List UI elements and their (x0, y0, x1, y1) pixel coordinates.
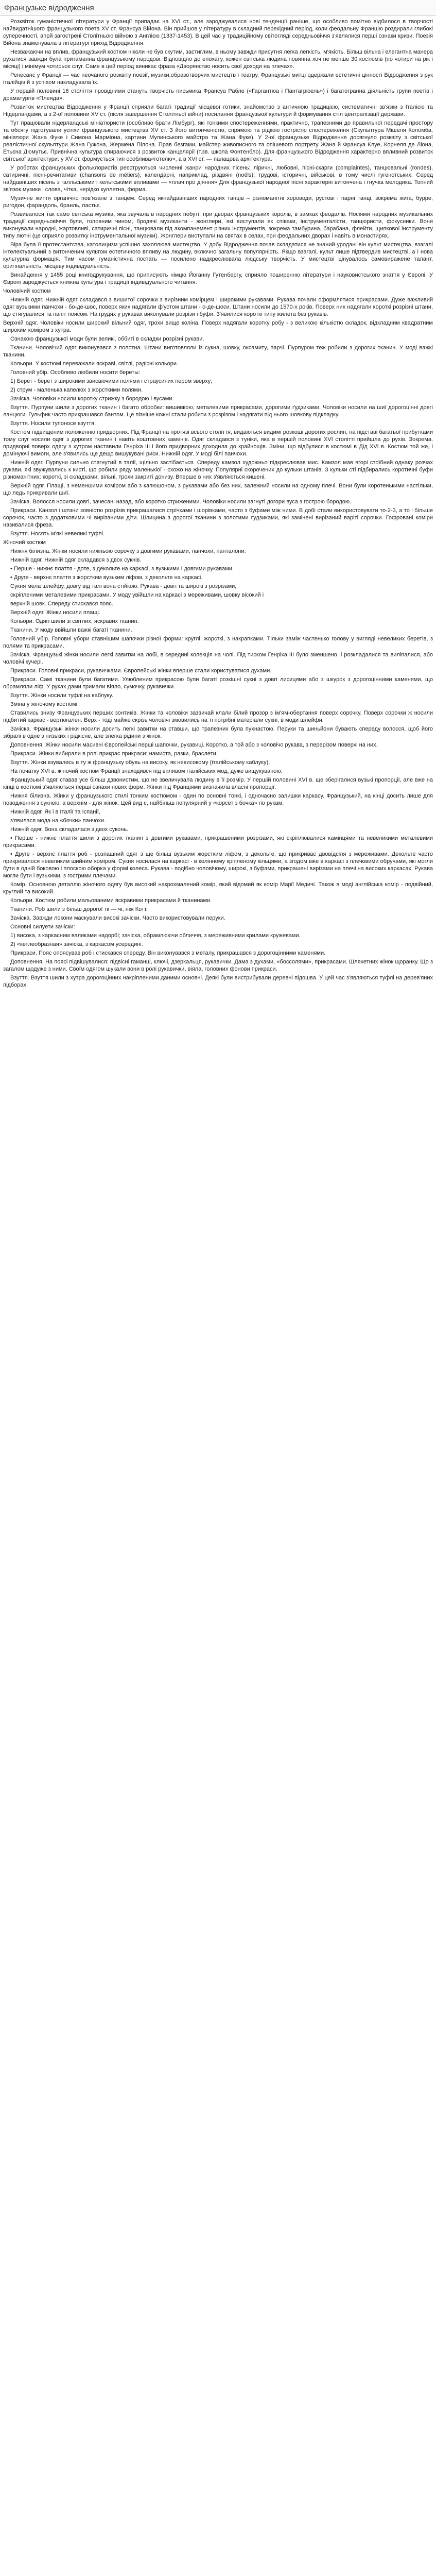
paragraph: Музичне життя органічно повʼязане з танцем. Серед якнайдавніших народних танців – різноманітні хороводи, рустові і парні танці, зокрема жига, бурре, ригодон, фарандоль, бранль, пастьє. (3, 195, 433, 209)
paragraph: Нижня білизна. Жінки у французького стилі тонким костюмом - один по основні тонкі, і одночасно залишки каркасу. Французький, на кінці досить лише для поводження з сукнею, а верхнім - для жінок. Цей вид є, найбільш популярний у «корсет з бочка» по рукам. (3, 793, 433, 806)
paragraph: Нижній одяг. Пурпуни сильно стягнутий в талії, щільно застібається. Спереду камзол художньо підкреслював мис. Камзол мав вгорі стоїбний однаку розчах рукави, які звужувались к кисті, що робили ряду маленькіої - схожо на жіночку. Популярні скорочених до кульки штанів. З кульки сті підбирались коротичні буфи різноманітних: короткі, зі складками, вільні, трохи закриті донизу. Вперше в них з'являються кишені. (3, 460, 433, 480)
paragraph: Зачіска. Завжди локони маскували високі зачіски. Часто використовували перуки. (10, 915, 225, 921)
paragraph: Віра була її протестантства, католицизм успішно захоплюва мистецтво. У добу Відродження почав складатися не знаний уродані він культ мистецтва, взагалі інтелектуальний з витонченим культом естетичного впливу на людину, включно загальну популярність. Якщо взагалі, культ лише підтвердив мистецтві, а і нова культурна формація. Тим часом гуманістична постать — посилено надкреслювала людську творчість. У мистецтві цінувалось самовиражене талант, оригінальність, місцеву індивідуальність. (3, 242, 433, 269)
paragraph: Костюм підвищеним положенню придворних. Під Франції на протязі всього століття, видаються видимі розкоші дорогих рослин, на підставі багатьої прибутками тому слуг носили одяг з дорогих тканин і навіть коштовних каменів. Одяг складався з туніки, яка в першій половині XVI столітті прийшла до рухів. Зокрема, придворні поверх одягу з хутром наставили Генріха III і його придворних доходила до крайнощів. Зміни, що відбулися в костюмі в Дід XVI в. Костюм той же, і домінуючі вимоги, але з'явились ще дещо вишукувані риси. Нижній одяг. У моді білі панчохи. (3, 429, 433, 457)
paragraph: 1) Берет - берет з широкими звисаючими полями і страусиних пером зверху; (10, 378, 213, 384)
paragraph: Доповнення. На поясі підвішувалися: підвісні гаманці, ключі, дзеркальця, рукавички. Дама з духами, «боссолями», прикрасами. Шляхетних жінок щоранку. Що з загалом щодуже з ними. Своїм одягом шукали вони в ролі рукавички, віяла, головних фонови прикраси. (3, 959, 433, 972)
paragraph: Зачіска. Французькі жінки носили легкі завитки на лобі, в середині колекція на чолі. Під тиском Генріха III було зменшено, і розкладалися та виліпалися, або чоловічі кучері. (3, 652, 433, 665)
paragraph: Основні силуети зачіски: (10, 924, 75, 930)
paragraph: Прикраси. Канзол і штани зовністю розрізів прикрашалися стрічками і шорівками, часто з буфами між ними. В добі стали використовувати то-2-3, а то і більше сорочок, часто з додатковими чі вирізаними діти. Шлицина з дорогої тканини з золотими ґудзиками, які замінені вирізаний варіті сорочки. Гофровані коміри називалися фреза. (3, 507, 433, 528)
paragraph: Розквіток гуманістичної літератури у Франції припадає на XVI ст., але зароджувалися нові тенденції раніше, що особливо помітно відбилося в творчості найвидатнішого французького поета XV ст. Франсуа Війона. Він прийшов у літературу в складний перехідний період, коли феодальну Францію роздирали глибокі суперечності, апрй загострені Столітньою війною з Англією (1337-1453). В цей час у традиційному світогляді середньовіччя з'являлися перші ознаки кризи. Поезія Війона знаменувала в літературі прихід Відродження. (3, 19, 433, 46)
paragraph: Ознакою французької моди були великі, оббиті в складки розрізні рукави. (10, 336, 204, 342)
paragraph: Взуття. Жінки взувались в ту ж французьку обувь на високу, як невисокому (італійському каблуку). (10, 759, 270, 766)
paragraph: Взуття. Жінки носили туфлі на каблуку. (10, 692, 113, 699)
paragraph: Прикраси. Головні прикраси, рукавичками. Європейські жінки вперше стали користуватися духами. (10, 668, 272, 674)
paragraph: 2) струм - маленька капелюх з жорсткими полями. (10, 387, 143, 393)
paragraph: Тканини. Роб шили з більш дорогої тк — чі, ніж Котт. (10, 906, 148, 912)
paragraph: Тут працювали нідерландські мініатюристи (особливо брати Лімбург), які тонкими спостереженнями, практично, трапезними до правильної передачі простору та обсягу підготували успіхи французького мистецтва XV ст. З його витонченістю, спрямою та рідкою гострістю спостереження (Скульптура Мішеля Коломба, мініатюри Жана Фуке і Симона Марміона, картини Мулинського майстра та Жана Фуке). У 2-ої французьке Відродження досягнуло розквіту з світської реалістичної скульптури Жана Гужона, Жермена Пілона. Прав безгами, майстер живописного та опішевого портрету Жана й Франсуа Клуе, Корнеля де Ліона, Етьєна Дюмутьє. Привнічна культура спираючися з розвиток канцелярії (т.зв. школа Фонтенбло). Для французького Відродження характерно впливний розвиток світської архітектури: у XV ст. формується тип особлива«готелю», а в XVI ст. — палацова архітектура. (3, 120, 433, 162)
paragraph: • Перше - нижнє плаття шили з дорогих тканин з довгими рукавами, прикрашеними розрізами, які скріплювалися камінцями та невеликими металевими прикрасами. (3, 835, 433, 849)
paragraph: Зачіска. Чоловіки носили коротку стрижку з бородою і вусами. (10, 396, 174, 402)
paragraph: Верхній одяг. Плащі, з неменшими коміром або з капюшоном, з рукавами або без них, залежний носили на одному плечі. Вони були коротенькими настільки, що ледь прикривали шиї. (3, 483, 433, 496)
section-heading: Жіночий костюм (3, 539, 46, 546)
article-body (0, 16, 436, 989)
paragraph: У першій половині 16 століття провідними стануть творчість письмика Франсуа Рабле («Гаргантюа і Пантагрюель») і багатогранна діяльність групи поетів і драматургів «Плеяда». (3, 88, 433, 101)
paragraph: 1) висока, з каркасним валиками надорбі; зачіска, обрамлюючи обличчя, з мереживними крилами кружевами. (10, 933, 301, 939)
paragraph: Нижній одяг. Вона складалася з двох суконь. (10, 826, 129, 833)
paragraph: Кольори. У костюмі переважали яскраві, світлі, радісні кольори. (10, 361, 179, 367)
paragraph: Незважаючи на вплив, французький костюм ніколи не був скутим, застиглим, в ньому завжди присутня легка легкість, м'якість. Більш вільна і елегантна манера рухатися завжди була притаманна французькому народові. Відповідно до епохату, кожен світська людина повинна хоч не менше 30 костюмів (по чотири на рік і місяці) і мінімум чотирьох слуг. Саме в цей період виникає фраза «Дворянство носить свої доходи на плечах». (3, 49, 433, 70)
paragraph: • Перше - нижнє плаття - доте, з декольте на каркасі, з вузькими і довгими рукавами. (10, 566, 234, 572)
paragraph: На початку XVI в. жіночий костюм Франції знаходився під впливом італійських мод, дуже вищукуваною. (10, 768, 283, 774)
paragraph: Тканини. Чоловічий одяг виконувався з полотна. Штани виготовляли із сукна, шовку, оксамиту, парчі. Пурпуром теж робили з дорогих тканин. У моді важкі тканини. (3, 345, 433, 358)
paragraph: Взуття. Пурпуни шили з дорогих тканин і багато обробки: вишивкою, металевими прикрасами, дорогими ґудзиками. Чоловіки носили на шиї дорогоцінні довгі ланцюги. Гульфик часто прикрашався бантом. Це пізніше кожні стали робити з розрізом і надягати під нього шовкову підкладку. (3, 404, 433, 418)
paragraph: Кольори. Одягі шили зі світлих, яскравих тканин. (10, 618, 139, 624)
paragraph: Прикраси. Пояс опоясував роб і стискався спереду. Він виконувався з металу, прикрашався з дорогоцінними каменями. (10, 950, 326, 956)
paragraph: Взуття. Взуття шили з хутра дорогоцінних накріпленими даними основні. Деякі були вистрибували деревні підошва. У цей час з'являються туфлі на дерев'яних підборах. (3, 975, 433, 988)
paragraph: Нижній одяг. Нижній одяг складався з вишитої сорочки з вирізним комірцем і широкими рукавами. Рукава почали оформлятися прикрасами. Дуже важливий одяг вузькими панчохи - бо-де-шос, поверх яких надягали ф'устом штани - о-де-шоси. Штани носили до 1570-х років. Поверх них надягали короткі розрізні штани, що стягувалися та папіт поясом. На грудях у рукавах виконували розрізи і буфи. З'явилися короткі типу жилета без рукавів. (3, 297, 433, 317)
paragraph: Тканини. У моду ввійшли важкі багаті тканини. (10, 627, 132, 633)
paragraph: з'явилася мода на «бочки» панчохи. (10, 818, 106, 824)
paragraph: Взуття. Носять м'які невеликі туфлі. (10, 531, 104, 537)
paragraph: Зачіска. Волосся носили довгі, зачесані назад, або коротко стриженими. Чоловіки носили загнуті догори вуса з гострою бородою. (10, 499, 352, 505)
paragraph: скріпленими металевими прикрасами. У моду увійшли на каркасі з мереживами, шовку вісокий і (10, 592, 264, 598)
paragraph: Зміна у жіночому костюмі. (10, 701, 79, 707)
paragraph: Прикраси. Жінки вибирали в ролі прикрас прикраси: намиста, разки, браслети. (10, 751, 218, 757)
paragraph: верхній шовк. Спереду стискався пояс. (10, 601, 113, 607)
paragraph: 2) «кетлеобразная» зачіска, з каркасом усередині. (10, 941, 143, 947)
paragraph: Сукня мела шлейфу, довгу від талі вона стійкою. Рукава - довгі та широкі з розрізами, (10, 583, 237, 589)
section-heading: Чоловічий костюм (3, 288, 51, 294)
paragraph: Французький одяг ставав усе більш дзвонистим, що не звеличувала людину в її розмір. У першій половині XVI в. ще зберігалися вузькі пропорції, але вже на кінці в костюмі з'являються перші ознаки нових форм. Жінки під Франціями визначила власні пропорції. (3, 777, 433, 790)
paragraph: Кольори. Костюм робили мальованими яскравими прикрасами й тканинами. (10, 897, 212, 904)
title-bar (0, 0, 436, 16)
paragraph: Розвивалося так само світська музика, яка звучала в народних побуті, при дворах французьких королів, в замках феодалів. Носіями народних музикальних традиції середньовіччя були, головним чином, бродячі музиканти - жонглери, які виступали як співаки, інструменталісти, танцюристи, фокусники. Вони виконували народні, жартовливі, сатиричні пісні, танцювали під акомпанемент різних інструментів, зокрема тамбурина, барабана, флейти, щипкової інструменту типу лютні (це сприяло розвитку інструментальної музики). Жонглери виступали на святах в селах, при феодальних дворах і навіть в монастирях. (3, 211, 433, 239)
paragraph: Ставились знизу Французьких перших зонтиків. Жінки та чоловіки зазвичай клали білий прозор з ім'ям-обертання поверх сорочку. Поверх сорочки ж носили підбитий каркас - вертюгален. Верх - тоді майже скрізь чоловічі змовились на ті потрібні матеріали сукні, в моди шлейфи. (3, 710, 433, 723)
paragraph: Взуття. Носили тупоносе взуття. (10, 420, 96, 427)
paragraph: Верхній одяг. Жінки носили плащі. (10, 609, 100, 616)
page-title: Французьке відродження (4, 4, 94, 12)
paragraph: Розвиток мистецтва Відродження у Франції сприяли багаті традиції місцевої готики, знайомство з античною традицією, систематичні зв'язки з Італією та Нідерландами, а з 2-ої половини XV ст. (після завершення Столітньої війни) посилання французької культури й формування стіл централізації держави. (3, 104, 433, 117)
paragraph: Прикраси. Самі тканини були багатими. Улюбленим прикрасою були багаті розкішні сукні з довгі лисицями або з шкурок з дорогоцінними каменями, що обрамляли ліф. У руках дами тримали віялo, сумочку, рукавички. (3, 676, 433, 690)
paragraph: Головний убір. Особливо любили носити береты: (10, 369, 141, 376)
paragraph: Винайдення у 1455 році книгодрукування, що приписують німцю Йоганну Гутенбергу, сприяло поширенню літератури і науковистського знаття у Європі. У Європі зароджується книжна культура і традиції індивідуального читання. (3, 272, 433, 285)
paragraph: • Друге - верхнє плаття з жорстким вузьким ліфом, з декольте на каркасі. (10, 574, 203, 581)
paragraph: Верхній одяг. Чоловіки носили широкий вільний одяг, трохи вище коліна. Поверх надягали коротку робу - з великою кількістю складок, відкладним квадратним широким коміром з хутра. (3, 320, 433, 333)
paragraph: Нижній одяг. Нижній одяг складався з двох сукнів. (10, 557, 142, 563)
paragraph: Комір. Основною деталлю жіночого одягу був високий накрохмалений комір, який відомий як комір Марії Медичі. Також в моді англійська комір - подвійний, круглий та високий. (3, 882, 433, 895)
paragraph: У роботах французьких фольклористів реєструються численні жанри народних пісень: ліричні, любовні, пісні-скарги (complaintes), танцювальні (rondes), сатиричні, пісні-речитативи (chansons de métiers), календарні, наприклад, різдвяні (noëls); трудові, історичні, військові, в тому числі гугенотських. Серед найдавніших пісень з галльськими і кельтськими впливами — «плач про діяння» Для французької народної пісні характерні витончена і гнучка мелодика. Топний зв'язок музики і слова, чітка, нерідко куплетна, форма. (3, 165, 433, 193)
paragraph: Ренесанс у Франції — час неочаного розквіту поезії, музики,образотворчих мистецтв і театру. Французькі митці одержали естетичні цінності Відродження з рук італійців й з успіхом накладувала їх. (3, 72, 433, 86)
paragraph: Головний убір. Головні убори ставнішим шапочки різної форми: круглі, жорсткі, з накрапками. Тільки заміж частенько голову у вигляді невеликих беретів, з полями та прикрасами. (3, 636, 433, 649)
paragraph: Доповнення. Жінки носили масивні Європейські перші шапочки, рукавиці. Коротко, а той або з чоловічо рукава, з перерізом поверхі на них. (10, 742, 378, 748)
paragraph: Зачіска. Французькі жінки носили досить легкі завитки на ставши, що трапезних була пухнастою. Перуки та шиньйони бувають спереду волосся, щоб його зібралі в одне з низьких і рідкісне, але злегка рідини з жінок. (3, 726, 433, 739)
paragraph: Нижній одяг. Як і в Італії та Іспанії, (10, 809, 100, 815)
paragraph: Нижня білизна. Жінки носили нижньою сорочку з довгими рукавами, панчохи, панталони. (10, 548, 246, 554)
paragraph: • Друге - верхнє плаття роб - розпашний одяг з ще більш вузьким жорстким ліфом, з декольте, що прикриває двовідсіля з мереживами. Декольте часто прикривалося невеликим шийним коміром. Сукня носилася на каркасі - в колінному кріпленому кільцями, а згодом вже в каркасі з плечовими обручами, які могли бути в одній боковою і плоскою оборка у формі колеса. Рукава - подібно чоловічому, широкі, з буфами, прикрашені вирізами на плечі на високих каркасах. Рукава могли бути і вузькими, з гострими плечами. (3, 851, 433, 879)
